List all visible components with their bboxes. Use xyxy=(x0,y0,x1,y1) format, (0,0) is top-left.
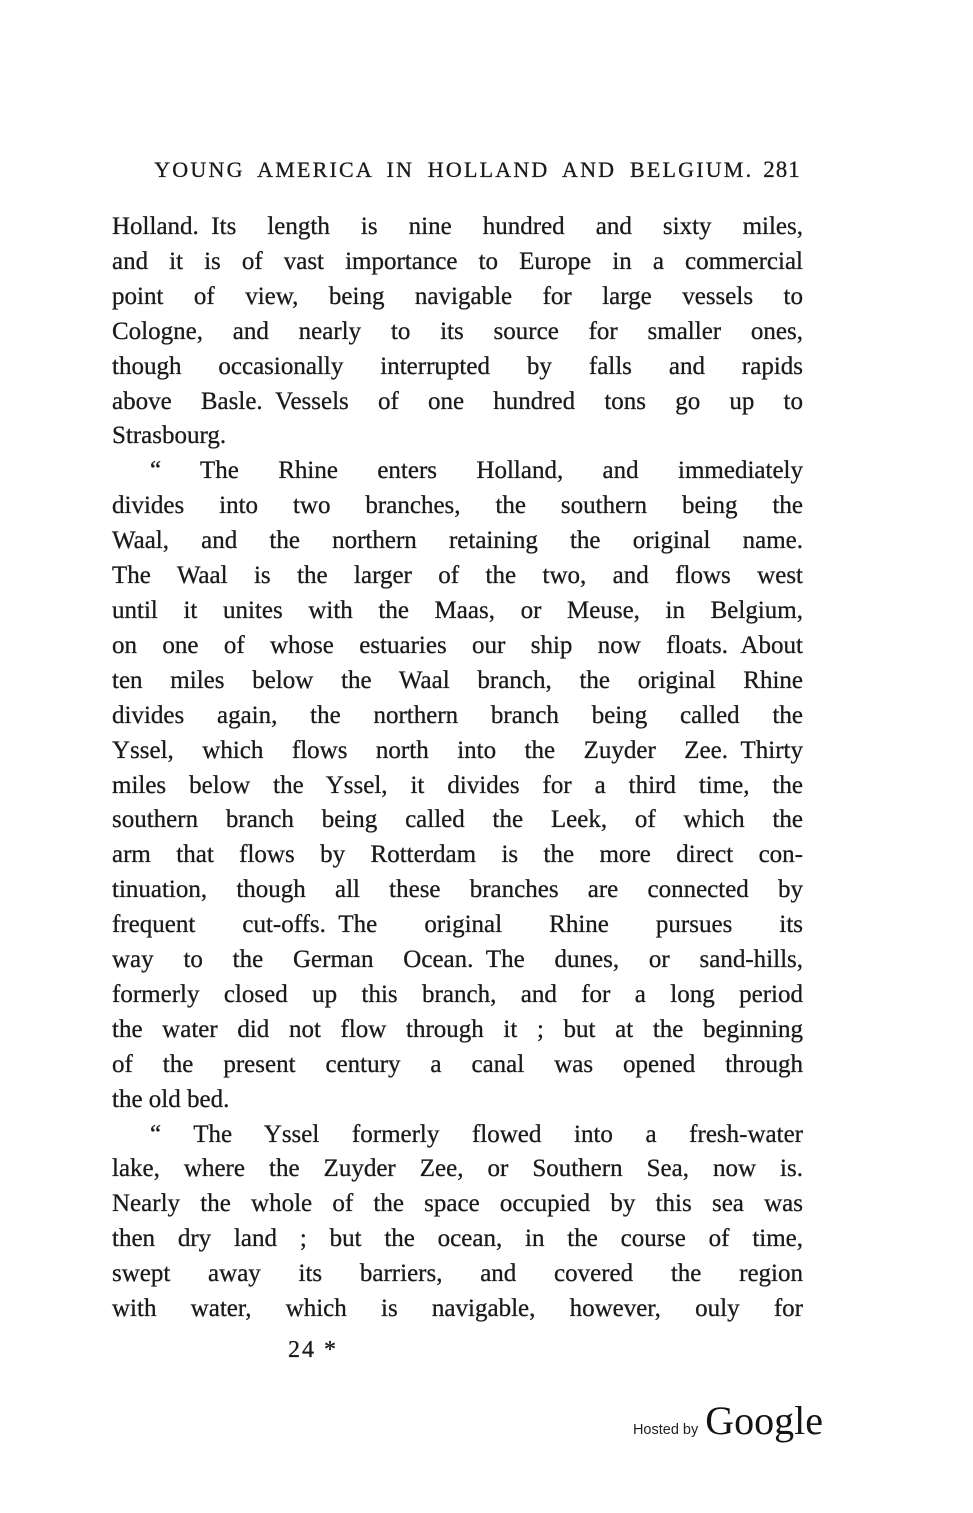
text-line: tinuation, though all these branches are connected by xyxy=(112,876,803,904)
text-line: southern branch being called the Leek, of which the xyxy=(112,806,803,834)
text-line: point of view, being navigable for large vessels to xyxy=(112,282,803,310)
text-line: though occasionally interrupted by falls and rapids xyxy=(112,352,803,380)
text-line: way to the German Ocean. The dunes, or sand-hills, xyxy=(112,946,803,974)
google-watermark xyxy=(633,1397,823,1444)
text-line: “ The Yssel formerly flowed into a fresh-water xyxy=(150,1120,803,1148)
text-line: and it is of vast importance to Europe in a commercial xyxy=(112,247,803,275)
running-header xyxy=(112,157,823,183)
text-line: the old bed. xyxy=(112,1085,230,1113)
text-line: the water did not flow through it ; but at the beginning xyxy=(112,1015,803,1043)
text-line: ten miles below the Waal branch, the original Rhine xyxy=(112,666,803,694)
text-line: of the present century a canal was opened through xyxy=(112,1050,803,1078)
signature-mark: 24 * xyxy=(288,1337,338,1363)
text-line: swept away its barriers, and covered the region xyxy=(112,1260,803,1288)
text-line: frequent cut-offs. The original Rhine pursues its xyxy=(112,911,803,939)
text-line: Cologne, and nearly to its source for smaller ones, xyxy=(112,317,803,345)
text-line: on one of whose estuaries our ship now floats. About xyxy=(112,631,803,659)
page-number: 281 xyxy=(763,157,801,182)
google-logo: Google xyxy=(705,1398,823,1443)
text-line: until it unites with the Maas, or Meuse, in Belgium, xyxy=(112,596,803,624)
text-line: Nearly the whole of the space occupied by this sea was xyxy=(112,1190,803,1218)
text-line: Waal, and the northern retaining the original name. xyxy=(112,527,803,555)
running-title: YOUNG AMERICA IN HOLLAND AND BELGIUM. xyxy=(154,157,754,182)
text-line: divides into two branches, the southern being the xyxy=(112,492,803,520)
text-line: above Basle. Vessels of one hundred tons go up to xyxy=(112,387,803,415)
text-line: then dry land ; but the ocean, in the course of time, xyxy=(112,1225,803,1253)
text-line: formerly closed up this branch, and for a long period xyxy=(112,980,803,1008)
text-line: Yssel, which flows north into the Zuyder Zee. Thirty xyxy=(112,736,803,764)
text-line: lake, where the Zuyder Zee, or Southern Sea, now is. xyxy=(112,1155,803,1183)
text-line: “ The Rhine enters Holland, and immediately xyxy=(150,457,803,485)
text-line: The Waal is the larger of the two, and flows west xyxy=(112,562,803,590)
page-body xyxy=(112,210,803,1327)
text-line: Holland. Its length is nine hundred and sixty miles, xyxy=(112,213,803,240)
text-line: arm that flows by Rotterdam is the more direct con- xyxy=(112,841,803,869)
text-line: miles below the Yssel, it divides for a third time, the xyxy=(112,771,803,799)
text-line: with water, which is navigable, however, ouly for xyxy=(112,1295,803,1323)
text-line: divides again, the northern branch being called the xyxy=(112,701,803,729)
text-line: Strasbourg. xyxy=(112,422,227,450)
hosted-by-label: Hosted by xyxy=(632,1422,699,1438)
